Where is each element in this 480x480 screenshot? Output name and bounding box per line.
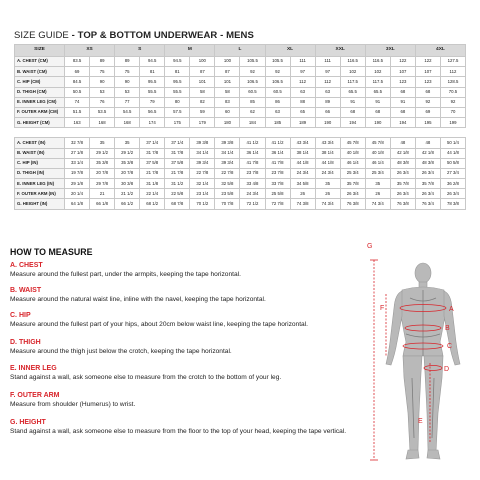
table-cell: 50 1/4 <box>440 138 465 148</box>
table-cell: 26 3/4 <box>390 189 415 199</box>
size-header-xl: XL <box>265 45 315 57</box>
table-cell: 39 3/4 <box>190 158 215 168</box>
table-cell: 81 <box>165 67 190 77</box>
table-cell: 75 <box>90 67 115 77</box>
table-cell: 92 <box>440 97 465 107</box>
table-cell: 127.5 <box>440 57 465 67</box>
table-cell: 65.5 <box>365 87 390 97</box>
table-cell: 95.5 <box>165 77 190 87</box>
table-cell: 58 <box>190 87 215 97</box>
table-cell: 190 <box>315 118 340 128</box>
table-cell: 39 3/8 <box>190 138 215 148</box>
table-cell: 60.5 <box>240 87 265 97</box>
table-cell: 69 <box>415 107 440 117</box>
table-row <box>15 189 466 199</box>
table-cell: 90 <box>115 77 140 87</box>
table-cell: 86 <box>265 97 290 107</box>
table-cell: 56.5 <box>140 107 165 117</box>
table-cell: 24 3/4 <box>290 168 315 178</box>
table-cell: 48 3/8 <box>390 158 415 168</box>
table-cell: 31 7/8 <box>165 148 190 158</box>
measure-item <box>10 392 380 408</box>
table-cell: 72 1/2 <box>240 199 265 209</box>
table-cell: 70 7/8 <box>215 199 240 209</box>
table-cell: 43 3/4 <box>290 138 315 148</box>
table-cell: 27 1/8 <box>65 148 90 158</box>
measure-description: Stand against a wall, ask someone else to measure from the crotch to the bottom of your leg. <box>10 373 282 381</box>
table-cell: 87 <box>215 67 240 77</box>
size-header-xs: XS <box>65 45 115 57</box>
table-cell: 32 5/8 <box>215 179 240 189</box>
table-cell: 34 1/4 <box>190 148 215 158</box>
row-label: F. OUTER ARM (CM) <box>15 107 65 117</box>
measure-item <box>10 365 380 381</box>
table-cell: 23 7/8 <box>265 168 290 178</box>
table-cell: 85 <box>240 97 265 107</box>
table-cell: 68 <box>365 107 390 117</box>
table-cell: 116.5 <box>365 57 390 67</box>
table-cell: 74 3/8 <box>290 199 315 209</box>
table-row <box>15 168 466 178</box>
table-cell: 40 1/8 <box>340 148 365 158</box>
table-cell: 81 <box>140 67 165 77</box>
table-cell: 26 3/4 <box>415 168 440 178</box>
size-header-3xl: 3XL <box>365 45 415 57</box>
table-row <box>15 158 466 168</box>
label-e: E <box>418 418 423 425</box>
row-label: C. HIP (IN) <box>15 158 65 168</box>
table-cell: 21 1/2 <box>115 189 140 199</box>
table-cell: 19 7/8 <box>65 168 90 178</box>
table-cell: 84.5 <box>65 77 90 87</box>
measure-description: Measure around the fullest part of your hips, about 20cm below waist line, keeping the tape horizontal. <box>10 320 308 328</box>
table-cell: 54.5 <box>115 107 140 117</box>
table-cell: 53 <box>115 87 140 97</box>
table-cell: 163 <box>65 118 90 128</box>
table-row <box>15 97 466 107</box>
table-cell: 37 1/4 <box>140 138 165 148</box>
table-cell: 20 1/4 <box>65 189 90 199</box>
row-label: A. CHEST (IN) <box>15 138 65 148</box>
table-cell: 24 3/4 <box>240 189 265 199</box>
table-cell: 35 7/8 <box>340 179 365 189</box>
table-cell: 168 <box>115 118 140 128</box>
table-cell: 33 1/4 <box>65 158 90 168</box>
row-label: E. INNER LEG (CM) <box>15 97 65 107</box>
body-measurement-figure <box>362 238 480 480</box>
row-label: G. HEIGHT (IN) <box>15 199 65 209</box>
table-cell: 189 <box>290 118 315 128</box>
table-cell: 23 1/4 <box>190 189 215 199</box>
table-cell: 38 1/4 <box>290 148 315 158</box>
table-cell: 87 <box>190 67 215 77</box>
measure-title: G. HEIGHT <box>10 419 46 426</box>
table-cell: 35 <box>365 179 390 189</box>
table-cell: 25 5/8 <box>265 189 290 199</box>
table-cell: 180 <box>215 118 240 128</box>
table-cell: 70.5 <box>440 87 465 97</box>
table-cell: 91 <box>365 97 390 107</box>
table-cell: 20 7/8 <box>90 168 115 178</box>
size-header-l: L <box>215 45 265 57</box>
table-cell: 34 1/4 <box>215 148 240 158</box>
table-cell: 112 <box>315 77 340 87</box>
table-cell: 101 <box>190 77 215 87</box>
table-cell: 57.5 <box>165 107 190 117</box>
table-cell: 190 <box>365 118 390 128</box>
table-cell: 33 7/8 <box>265 179 290 189</box>
table-cell: 45 7/8 <box>340 138 365 148</box>
table-cell: 92 <box>240 67 265 77</box>
table-cell: 38 1/4 <box>315 148 340 158</box>
table-cell: 27 3/4 <box>440 168 465 178</box>
table-cell: 37 1/4 <box>165 138 190 148</box>
table-cell: 37 5/8 <box>140 158 165 168</box>
size-header-xxl: XXL <box>315 45 365 57</box>
table-row <box>15 107 466 117</box>
table-cell: 194 <box>340 118 365 128</box>
table-cell: 22 7/8 <box>190 168 215 178</box>
table-cell: 42 1/8 <box>390 148 415 158</box>
table-cell: 89 <box>115 57 140 67</box>
table-cell: 22 7/8 <box>215 168 240 178</box>
table-cell: 36 1/4 <box>240 148 265 158</box>
table-cell: 35 <box>90 138 115 148</box>
measure-item <box>10 262 380 278</box>
title-lead: SIZE GUIDE <box>14 30 69 41</box>
measure-item <box>10 312 380 328</box>
table-cell: 24 3/4 <box>315 168 340 178</box>
measure-title: B. WAIST <box>10 287 42 294</box>
table-cell: 91 <box>340 97 365 107</box>
table-cell: 76 3/8 <box>340 199 365 209</box>
table-cell: 78 3/8 <box>440 199 465 209</box>
table-row <box>15 148 466 158</box>
table-cell: 90 <box>90 77 115 87</box>
table-cell: 168 <box>90 118 115 128</box>
table-cell: 68 <box>390 87 415 97</box>
table-cell: 68 1/2 <box>140 199 165 209</box>
table-cell: 26 <box>365 189 390 199</box>
row-label: E. INNER LEG (IN) <box>15 179 65 189</box>
table-cell: 117.5 <box>365 77 390 87</box>
row-label: A. CHEST (CM) <box>15 57 65 67</box>
table-cell: 123 <box>390 77 415 87</box>
table-cell: 66 1/8 <box>90 199 115 209</box>
table-cell: 44 1/8 <box>440 148 465 158</box>
measure-title: A. CHEST <box>10 262 43 269</box>
measure-title: E. INNER LEG <box>10 365 57 372</box>
title-main: - TOP & BOTTOM UNDERWEAR - MENS <box>68 30 254 41</box>
table-cell: 83.5 <box>65 57 90 67</box>
measure-title: F. OUTER ARM <box>10 392 60 399</box>
table-cell: 39 3/4 <box>215 158 240 168</box>
table-cell: 41 7/8 <box>240 158 265 168</box>
table-cell: 77 <box>115 97 140 107</box>
table-cell: 112 <box>440 67 465 77</box>
table-cell: 185 <box>265 118 290 128</box>
table-cell: 70 1/2 <box>190 199 215 209</box>
table-cell: 46 1/4 <box>365 158 390 168</box>
table-cell: 59 <box>190 107 215 117</box>
table-cell: 22 5/8 <box>165 189 190 199</box>
table-cell: 69 <box>65 67 90 77</box>
size-header-s: S <box>115 45 165 57</box>
table-cell: 50 5/8 <box>440 158 465 168</box>
table-cell: 66 1/2 <box>115 199 140 209</box>
table-cell: 25 3/4 <box>340 168 365 178</box>
table-cell: 40 1/8 <box>365 148 390 158</box>
label-f: F <box>380 305 385 312</box>
measure-description: Measure around the fullest part, under the armpits, keeping the tape horizontal. <box>10 270 241 278</box>
table-cell: 26 3/4 <box>340 189 365 199</box>
table-cell: 97 <box>290 67 315 77</box>
table-cell: 80 <box>165 97 190 107</box>
table-cell: 199 <box>440 118 465 128</box>
size-header-label: SIZE <box>15 45 65 57</box>
table-cell: 70 <box>440 107 465 117</box>
table-cell: 35 <box>115 138 140 148</box>
table-row <box>15 57 466 67</box>
table-cell: 48 <box>390 138 415 148</box>
table-cell: 50.5 <box>65 87 90 97</box>
size-header-row <box>15 45 466 57</box>
table-cell: 112 <box>290 77 315 87</box>
row-label: G. HEIGHT (CM) <box>15 118 65 128</box>
table-cell: 37 5/8 <box>165 158 190 168</box>
table-cell: 36 2/8 <box>440 179 465 189</box>
table-cell: 48 3/8 <box>415 158 440 168</box>
table-cell: 74 <box>65 97 90 107</box>
size-table <box>14 44 466 210</box>
table-cell: 66 <box>315 107 340 117</box>
table-cell: 68 <box>390 107 415 117</box>
table-cell: 106.5 <box>240 77 265 87</box>
table-cell: 116.5 <box>340 57 365 67</box>
label-d: D <box>444 366 450 373</box>
table-cell: 68 <box>415 87 440 97</box>
table-cell: 43 3/4 <box>315 138 340 148</box>
table-cell: 76 3/8 <box>390 199 415 209</box>
table-cell: 63 <box>265 107 290 117</box>
table-cell: 76 3/4 <box>415 199 440 209</box>
measure-item <box>10 339 380 355</box>
table-cell: 122 <box>415 57 440 67</box>
table-cell: 106.5 <box>265 77 290 87</box>
table-cell: 20 7/8 <box>115 168 140 178</box>
table-cell: 82 <box>190 97 215 107</box>
table-cell: 34 5/8 <box>290 179 315 189</box>
table-cell: 122 <box>390 57 415 67</box>
measure-description: Measure around the thigh just below the crotch, keeping the tape horizontal. <box>10 347 232 355</box>
table-cell: 68 <box>340 107 365 117</box>
table-cell: 194 <box>390 118 415 128</box>
table-cell: 44 1/8 <box>315 158 340 168</box>
table-cell: 41 1/2 <box>265 138 290 148</box>
table-spacer-row <box>15 128 466 138</box>
table-cell: 123 <box>415 77 440 87</box>
table-cell: 94.5 <box>165 57 190 67</box>
table-cell: 41 1/2 <box>240 138 265 148</box>
table-cell: 36 1/4 <box>265 148 290 158</box>
table-row <box>15 87 466 97</box>
table-cell: 22 1/4 <box>140 189 165 199</box>
table-cell: 111 <box>290 57 315 67</box>
label-c: C <box>447 343 453 350</box>
table-cell: 31 7/8 <box>140 148 165 158</box>
table-cell: 91 <box>390 97 415 107</box>
table-cell: 26 3/4 <box>390 168 415 178</box>
table-cell: 23 7/8 <box>240 168 265 178</box>
size-header-m: M <box>165 45 215 57</box>
table-cell: 184 <box>240 118 265 128</box>
table-cell: 44 1/8 <box>290 158 315 168</box>
table-cell: 64 1/8 <box>65 199 90 209</box>
table-cell: 48 <box>415 138 440 148</box>
table-cell: 30 3/8 <box>115 179 140 189</box>
table-cell: 60 <box>215 107 240 117</box>
table-cell: 63 <box>315 87 340 97</box>
table-cell: 23 5/8 <box>215 189 240 199</box>
table-cell: 21 7/8 <box>140 168 165 178</box>
table-cell: 29 7/8 <box>90 179 115 189</box>
table-cell: 53.5 <box>90 107 115 117</box>
page-title <box>14 30 254 41</box>
table-cell: 68 7/8 <box>165 199 190 209</box>
table-cell: 29 1/8 <box>65 179 90 189</box>
row-label: F. OUTER ARM (IN) <box>15 189 65 199</box>
table-cell: 102 <box>365 67 390 77</box>
table-cell: 92 <box>415 97 440 107</box>
table-cell: 72 7/8 <box>265 199 290 209</box>
table-cell: 79 <box>140 97 165 107</box>
table-cell: 29 1/2 <box>90 148 115 158</box>
table-cell: 88 <box>290 97 315 107</box>
table-cell: 53 <box>90 87 115 97</box>
size-header-4xl: 4XL <box>415 45 465 57</box>
table-cell: 32 7/8 <box>65 138 90 148</box>
table-cell: 21 7/8 <box>165 168 190 178</box>
table-cell: 63 <box>290 87 315 97</box>
table-cell: 95.5 <box>140 77 165 87</box>
measure-description: Measure from shoulder (Humerus) to wrist. <box>10 400 136 408</box>
table-row <box>15 77 466 87</box>
table-cell: 74 3/4 <box>315 199 340 209</box>
table-cell: 76 <box>90 97 115 107</box>
table-cell: 31 1/2 <box>165 179 190 189</box>
measure-title: D. THIGH <box>10 339 41 346</box>
table-cell: 51.5 <box>65 107 90 117</box>
table-cell: 107 <box>415 67 440 77</box>
measure-item <box>10 419 380 435</box>
table-cell: 111 <box>315 57 340 67</box>
row-label: B. WAIST (IN) <box>15 148 65 158</box>
table-cell: 35 7/8 <box>390 179 415 189</box>
table-cell: 29 1/2 <box>115 148 140 158</box>
row-label: D. THIGH (IN) <box>15 168 65 178</box>
spacer-cell <box>15 128 466 138</box>
table-cell: 42 1/8 <box>415 148 440 158</box>
table-row <box>15 118 466 128</box>
table-cell: 60.5 <box>265 87 290 97</box>
table-cell: 102 <box>340 67 365 77</box>
table-cell: 58 <box>215 87 240 97</box>
table-cell: 101 <box>215 77 240 87</box>
row-label: B. WAIST (CM) <box>15 67 65 77</box>
table-cell: 31 1/8 <box>140 179 165 189</box>
measure-description: Stand against a wall, ask someone else to measure from the floor to the top of your head, keeping the tape vertical. <box>10 427 347 435</box>
table-cell: 26 3/4 <box>415 189 440 199</box>
row-label: D. THIGH (CM) <box>15 87 65 97</box>
measure-description: Measure around the natural waist line, inline with the navel, keeping the tape horizontal. <box>10 295 266 303</box>
table-cell: 94.5 <box>140 57 165 67</box>
measure-title: C. HIP <box>10 312 31 319</box>
table-cell: 195 <box>415 118 440 128</box>
table-cell: 97 <box>315 67 340 77</box>
table-cell: 21 <box>90 189 115 199</box>
label-b: B <box>445 325 450 332</box>
table-cell: 174 <box>140 118 165 128</box>
row-label: C. HIP (CM) <box>15 77 65 87</box>
table-cell: 39 3/8 <box>215 138 240 148</box>
table-cell: 89 <box>315 97 340 107</box>
table-row <box>15 199 466 209</box>
table-cell: 65 <box>290 107 315 117</box>
label-a: A <box>449 306 454 313</box>
table-cell: 175 <box>165 118 190 128</box>
table-cell: 41 7/8 <box>265 158 290 168</box>
table-cell: 26 3/4 <box>440 189 465 199</box>
table-cell: 35 3/8 <box>90 158 115 168</box>
table-cell: 92 <box>265 67 290 77</box>
table-cell: 55.5 <box>140 87 165 97</box>
table-cell: 32 1/4 <box>190 179 215 189</box>
table-cell: 26 <box>315 189 340 199</box>
table-cell: 35 <box>315 179 340 189</box>
table-cell: 46 1/4 <box>340 158 365 168</box>
table-cell: 33 4/8 <box>240 179 265 189</box>
table-cell: 35 3/8 <box>115 158 140 168</box>
table-cell: 128.5 <box>440 77 465 87</box>
table-cell: 45 7/8 <box>365 138 390 148</box>
table-cell: 26 <box>290 189 315 199</box>
table-cell: 25 3/4 <box>365 168 390 178</box>
how-to-measure-heading: HOW TO MEASURE <box>10 247 93 257</box>
table-row <box>15 138 466 148</box>
table-cell: 105.5 <box>265 57 290 67</box>
label-g: G <box>367 243 373 250</box>
table-cell: 179 <box>190 118 215 128</box>
table-cell: 62 <box>240 107 265 117</box>
table-cell: 83 <box>215 97 240 107</box>
table-cell: 65.5 <box>340 87 365 97</box>
table-cell: 89 <box>90 57 115 67</box>
table-cell: 35 7/8 <box>415 179 440 189</box>
table-cell: 75 <box>115 67 140 77</box>
table-row <box>15 67 466 77</box>
table-cell: 100 <box>190 57 215 67</box>
table-cell: 117.5 <box>340 77 365 87</box>
table-cell: 55.5 <box>165 87 190 97</box>
table-cell: 74 3/4 <box>365 199 390 209</box>
table-cell: 105.5 <box>240 57 265 67</box>
table-cell: 107 <box>390 67 415 77</box>
measure-item <box>10 287 380 303</box>
table-row <box>15 179 466 189</box>
table-cell: 100 <box>215 57 240 67</box>
